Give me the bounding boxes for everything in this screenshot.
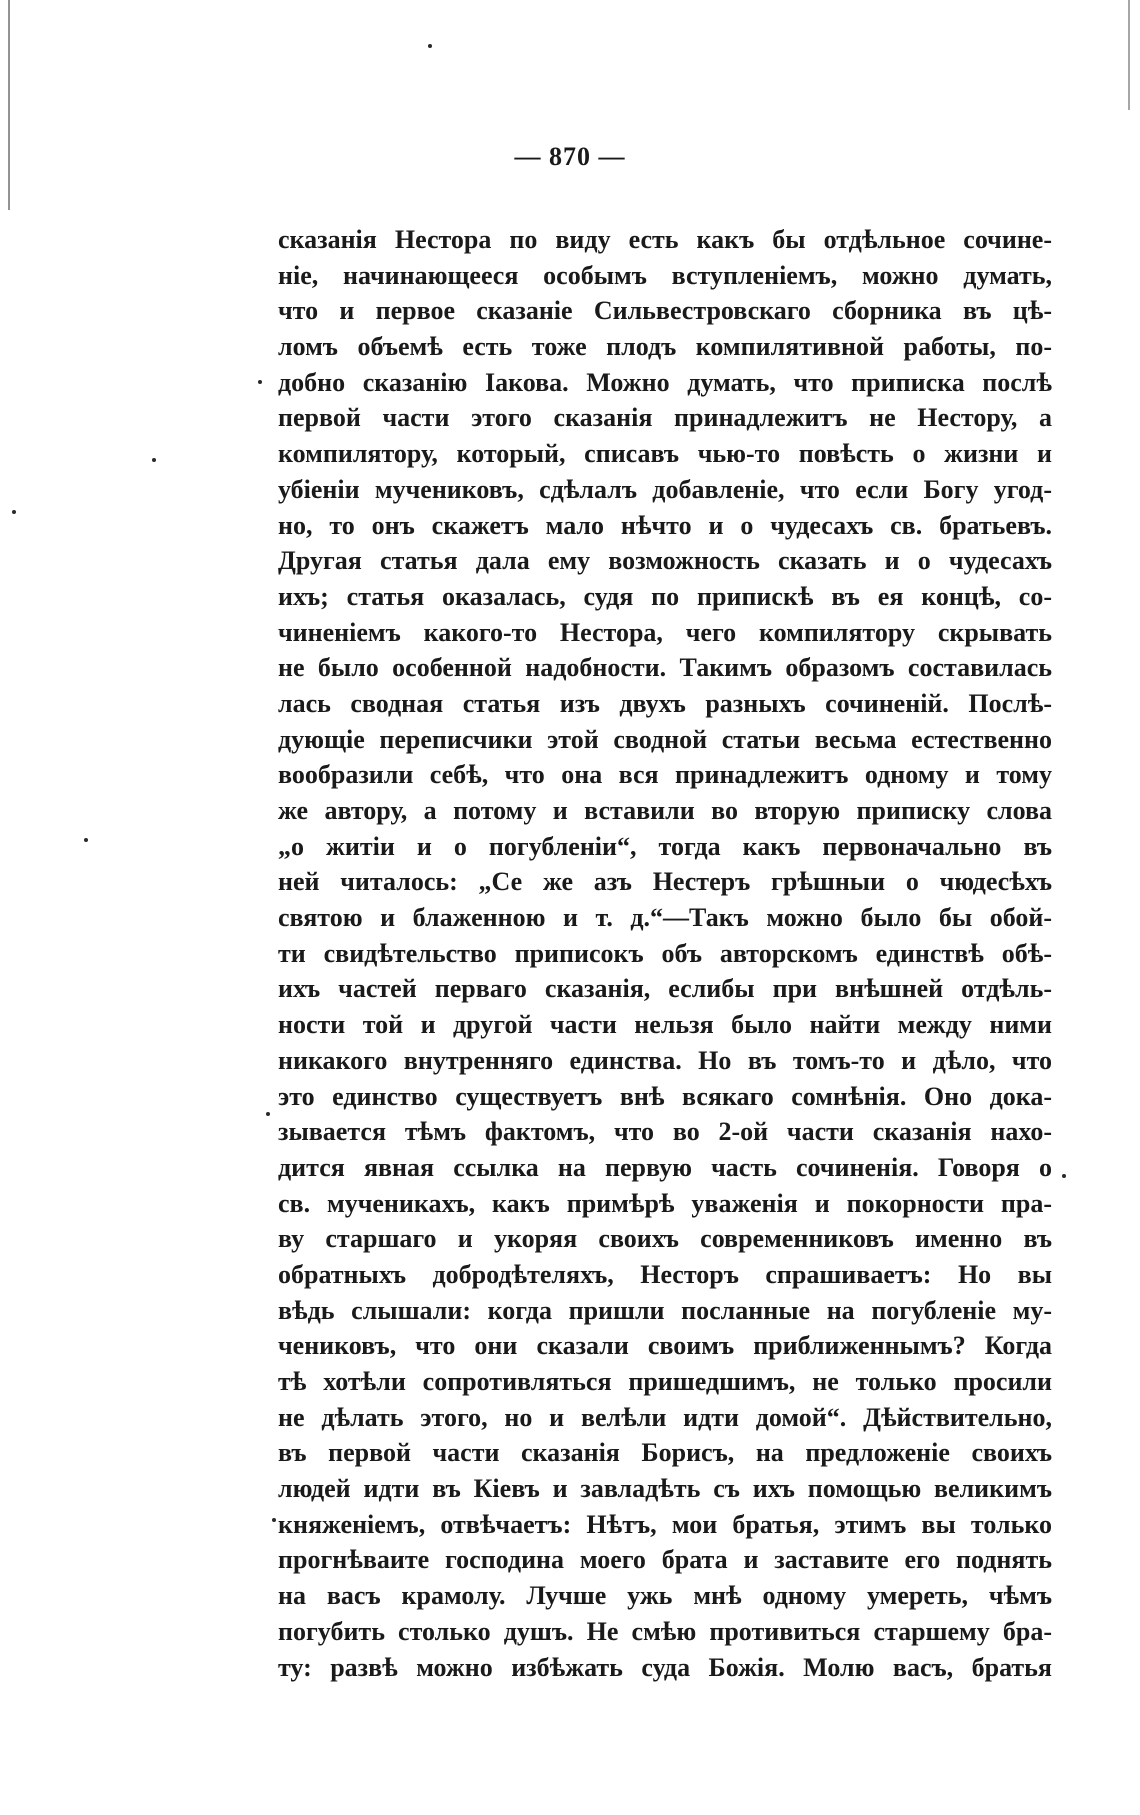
text-line: княженіемъ, отвѣчаетъ: Нѣтъ, мои братья, этимъ вы только	[278, 1509, 1052, 1539]
text-line: „о житіи и о погубленіи“, тогда какъ первоначально въ	[278, 831, 1052, 861]
text-line: ихъ; статья оказалась, судя по припискѣ въ ея концѣ, со-	[278, 581, 1052, 611]
text-line: ту: развѣ можно избѣжать суда Божія. Молю васъ, братья	[278, 1652, 1052, 1682]
scan-speck	[152, 458, 156, 462]
text-line: дующіе переписчики этой сводной статьи весьма естественно	[278, 724, 1052, 754]
scan-speck	[84, 838, 88, 842]
scan-speck	[258, 380, 262, 384]
text-line: прогнѣваите господина моего брата и заставите его поднять	[278, 1545, 1052, 1575]
scan-speck	[428, 44, 432, 48]
text-line: святою и блаженною и т. д.“—Такъ можно было бы обой-	[278, 903, 1052, 933]
scan-speck	[266, 1112, 270, 1116]
text-line: убіеніи мучениковъ, сдѣлалъ добавленіе, что если Богу угод-	[278, 474, 1052, 504]
text-line: лась сводная статья изъ двухъ разныхъ сочиненій. Послѣ-	[278, 688, 1052, 718]
scan-edge-right	[1128, 0, 1130, 110]
scan-speck	[272, 1518, 276, 1522]
text-line: ломъ объемѣ есть тоже плодъ компилятивной работы, по-	[278, 332, 1052, 362]
text-line: ности той и другой части нельзя было найти между ними	[278, 1010, 1052, 1040]
text-line: дится явная ссылка на первую часть сочиненія. Говоря о	[278, 1152, 1052, 1182]
text-line: компилятору, который, списавъ чью-то повѣсть о жизни и	[278, 439, 1052, 469]
text-line: ней читалось: „Се же азъ Нестеръ грѣшныи о чюдесѣхъ	[278, 867, 1052, 897]
text-line: но, то онъ скажетъ мало нѣчто и о чудесахъ св. братьевъ.	[278, 510, 1052, 540]
text-line: на васъ крамолу. Лучше ужь мнѣ одному умереть, чѣмъ	[278, 1581, 1052, 1611]
text-line: людей идти въ Кіевъ и завладѣть съ ихъ помощью великимъ	[278, 1474, 1052, 1504]
text-line: первой части этого сказанія принадлежитъ не Нестору, а	[278, 403, 1052, 433]
text-line: зывается тѣмъ фактомъ, что во 2-ой части сказанія нахо-	[278, 1117, 1052, 1147]
text-line: это единство существуетъ внѣ всякаго сомнѣнія. Оно дока-	[278, 1081, 1052, 1111]
text-line: тѣ хотѣли сопротивляться пришедшимъ, не только просили	[278, 1367, 1052, 1396]
text-line: никакого внутренняго единства. Но въ томъ-то и дѣло, что	[278, 1045, 1052, 1075]
text-line: св. мученикахъ, какъ примѣрѣ уваженія и покорности пра-	[278, 1188, 1052, 1218]
body-text	[278, 222, 1052, 1685]
text-line: чиненіемъ какого-то Нестора, чего компилятору скрывать	[278, 617, 1052, 647]
text-line: добно сказанію Іакова. Можно думать, что приписка послѣ	[278, 367, 1052, 397]
text-line: чениковъ, что они сказали своимъ приближеннымъ? Когда	[278, 1331, 1052, 1361]
page-number: — 870 —	[514, 142, 626, 171]
scan-speck	[1062, 1174, 1066, 1178]
scan-speck	[12, 510, 16, 514]
text-line: вообразили себѣ, что она вся принадлежитъ одному и тому	[278, 760, 1052, 790]
text-line: погубить столько душъ. Не смѣю противиться старшему бра-	[278, 1616, 1052, 1646]
text-line: ти свидѣтельство приписокъ объ авторскомъ единствѣ обѣ-	[278, 938, 1052, 968]
scan-edge-left	[8, 0, 10, 210]
text-line: что и первое сказаніе Сильвестровскаго сборника въ цѣ-	[278, 296, 1052, 326]
text-line: обратныхъ добродѣтеляхъ, Несторъ спрашиваетъ: Но вы	[278, 1259, 1052, 1289]
text-line: Другая статья дала ему возможность сказать и о чудесахъ	[278, 546, 1052, 576]
text-line: сказанія Нестора по виду есть какъ бы отдѣльное сочине-	[278, 225, 1052, 254]
text-line: въ первой части сказанія Борисъ, на предложеніе своихъ	[278, 1438, 1052, 1468]
text-line: не дѣлать этого, но и велѣли идти домой“. Дѣйствительно,	[278, 1402, 1052, 1432]
text-line: ихъ частей перваго сказанія, еслибы при внѣшней отдѣль-	[278, 974, 1052, 1004]
text-line: же автору, а потому и вставили во вторую приписку слова	[278, 796, 1052, 825]
text-line: ву старшаго и укоряя своихъ современниковъ именно въ	[278, 1224, 1052, 1254]
text-line: не было особенной надобности. Такимъ образомъ составилась	[278, 653, 1052, 683]
text-line: ніе, начинающееся особымъ вступленіемъ, можно думать,	[278, 260, 1052, 290]
text-line: вѣдь слышали: когда пришли посланные на погубленіе му-	[278, 1295, 1052, 1325]
